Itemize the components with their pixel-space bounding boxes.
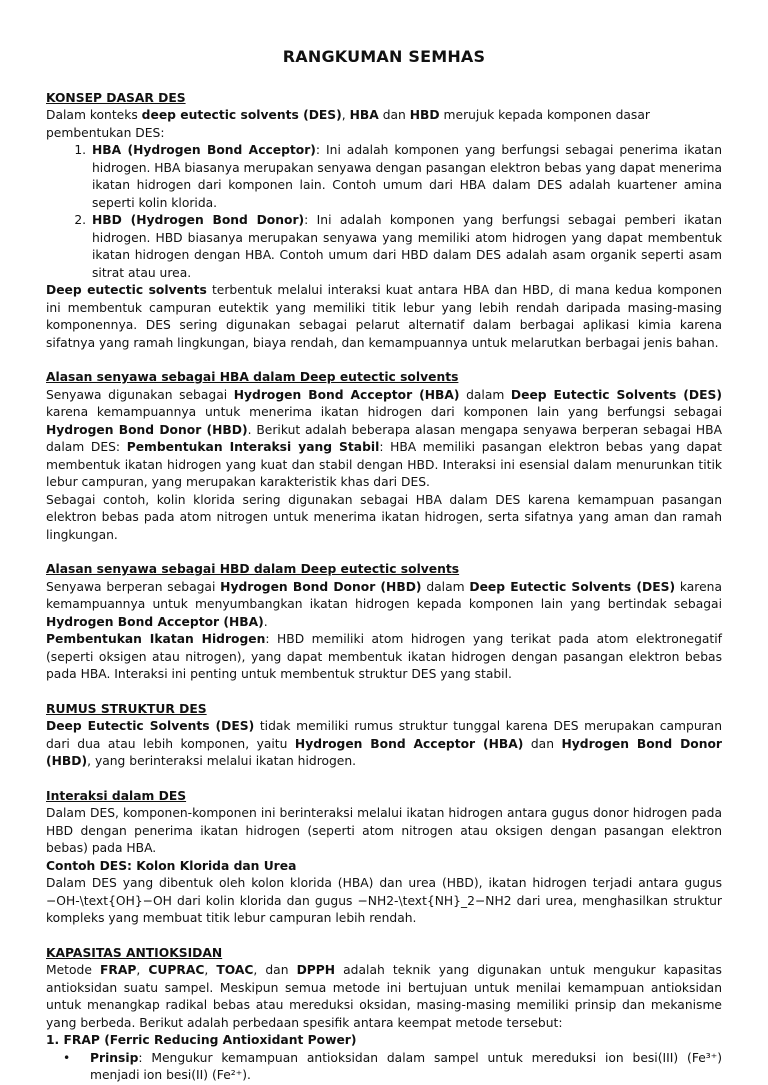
document-title: RANGKUMAN SEMHAS <box>282 47 486 66</box>
list-item: • Prinsip: Mengukur kemampuan antioksidan dalam sampel untuk mereduksi ion besi(III) (Fe³⁺) menjadi ion besi(II) (Fe²⁺). <box>63 1050 722 1082</box>
bullet-list <box>46 1050 722 1085</box>
paragraph: Dalam DES yang dibentuk oleh kolon klorida (HBA) dan urea (HBD), ikatan hidrogen terjadi antara gugus −OH-\text{OH}−OH dari kolin klorida dan gugus −NH2-\text{NH}_2−NH2 dari urea, menghasilkan struktur kompleks yang membuat titik lebur campuran lebih rendah. <box>46 876 722 925</box>
bullet-icon: • <box>63 1050 71 1065</box>
section-heading: Alasan senyawa sebagai HBD dalam Deep eutectic solvents <box>46 562 460 576</box>
paragraph: Dalam konteks deep eutectic solvents (DES), HBA dan HBD merujuk kepada komponen dasar pembentukan DES: <box>46 108 650 140</box>
numbered-list <box>46 142 722 282</box>
section-heading: RUMUS STRUKTUR DES <box>46 701 207 716</box>
section-heading: Alasan senyawa sebagai HBA dalam Deep eutectic solvents <box>46 370 459 384</box>
paragraph: Sebagai contoh, kolin klorida sering digunakan sebagai HBA dalam DES karena kemampuan pasangan elektron bebas pada atom nitrogen untuk menerima ikatan hidrogen, serta sifatnya yang aman dan ramah lingkungan. <box>46 492 722 542</box>
paragraph: Deep eutectic solvents terbentuk melalui interaksi kuat antara HBA dan HBD, di mana kedua komponen ini membentuk campuran eutektik yang memiliki titik lebur yang lebih rendah daripada masing-masing komponennya. DES sering digunakan sebagai pelarut alternatif dalam berbagai aplikasi kimia karena sifatnya yang ramah lingkungan, biaya rendah, dan kemampuannya untuk melarutkan berbagai jenis bahan. <box>46 283 722 350</box>
list-item: 2. HBD (Hydrogen Bond Donor): Ini adalah komponen yang berfungsi sebagai pemberi ikatan hidrogen. HBD biasanya merupakan senyawa yang memiliki atom hidrogen yang dapat membentuk ikatan hidrogen dengan HBA. Contoh umum dari HBD dalam DES adalah asam organik seperti asam sitrat atau urea. <box>90 212 722 282</box>
section-hbd <box>46 561 722 684</box>
paragraph: Senyawa berperan sebagai Hydrogen Bond Donor (HBD) dalam Deep Eutectic Solvents (DES) karena kemampuannya untuk menyumbangkan ikatan hidrogen kepada komponen lain yang bertindak sebagai Hydrogen Bond Acceptor (HBA). <box>46 579 722 629</box>
list-item: 1. HBA (Hydrogen Bond Acceptor): Ini adalah komponen yang berfungsi sebagai penerima ikatan hidrogen. HBA biasanya merupakan senyawa dengan pasangan elektron bebas yang dapat menerima ikatan hidrogen dari komponen lain. Contoh umum dari HBA dalam DES adalah kuartener amina seperti kolin klorida. <box>90 142 722 212</box>
section-heading: KAPASITAS ANTIOKSIDAN <box>46 945 223 960</box>
section-heading: Interaksi dalam DES <box>46 788 187 803</box>
section-heading: KONSEP DASAR DES <box>46 90 186 105</box>
paragraph: Dalam DES, komponen-komponen ini berinteraksi melalui ikatan hidrogen antara gugus donor hidrogen pada HBD dengan penerima ikatan hidrogen (seperti atom nitrogen atau oksigen dengan pasangan elektron bebas) pada HBA. <box>46 806 722 855</box>
section-konsep-dasar <box>46 90 722 353</box>
subheading: 1. FRAP (Ferric Reducing Antioxidant Power) <box>46 1033 357 1047</box>
paragraph: Deep Eutectic Solvents (DES) tidak memiliki rumus struktur tunggal karena DES merupakan campuran dari dua atau lebih komponen, yaitu Hydrogen Bond Acceptor (HBA) dan Hydrogen Bond Donor (HBD), yang berinteraksi melalui ikatan hidrogen. <box>46 719 722 768</box>
paragraph: Metode FRAP, CUPRAC, TOAC, dan DPPH adalah teknik yang digunakan untuk mengukur kapasitas antioksidan suatu sampel. Meskipun semua metode ini bertujuan untuk menilai kemampuan antioksidan untuk menangkap radikal bebas atau mereduksi oksidan, masing-masing memiliki prinsip dan mekanisme yang berbeda. Berikut adalah perbedaan spesifik antara keempat metode tersebut: <box>46 963 722 1030</box>
section-interaksi <box>46 788 722 928</box>
section-rumus-struktur <box>46 701 722 771</box>
subheading: Contoh DES: Kolon Klorida dan Urea <box>46 858 297 873</box>
section-hba <box>46 369 722 544</box>
section-kapasitas-antioksidan <box>46 945 722 1085</box>
paragraph: Senyawa digunakan sebagai Hydrogen Bond Acceptor (HBA) dalam Deep Eutectic Solvents (DES) karena kemampuannya untuk menerima ikatan hidrogen dari komponen lain yang berfungsi sebagai Hydrogen Bond Donor (HBD). Berikut adalah beberapa alasan mengapa senyawa berperan sebagai HBA dalam DES: Pembentukan Interaksi yang Stabil: HBA memiliki pasangan elektron bebas yang dapat membentuk ikatan hidrogen yang kuat dan stabil dengan HBD. Interaksi ini esensial dalam menurunkan titik lebur campuran, yang merupakan karakteristik khas dari DES. <box>46 387 722 489</box>
paragraph: Pembentukan Ikatan Hidrogen: HBD memiliki atom hidrogen yang terikat pada atom elektronegatif (seperti oksigen atau nitrogen), yang dapat membentuk ikatan hidrogen dengan pasangan elektron bebas pada HBA. Interaksi ini penting untuk membentuk struktur DES yang stabil. <box>46 632 722 681</box>
